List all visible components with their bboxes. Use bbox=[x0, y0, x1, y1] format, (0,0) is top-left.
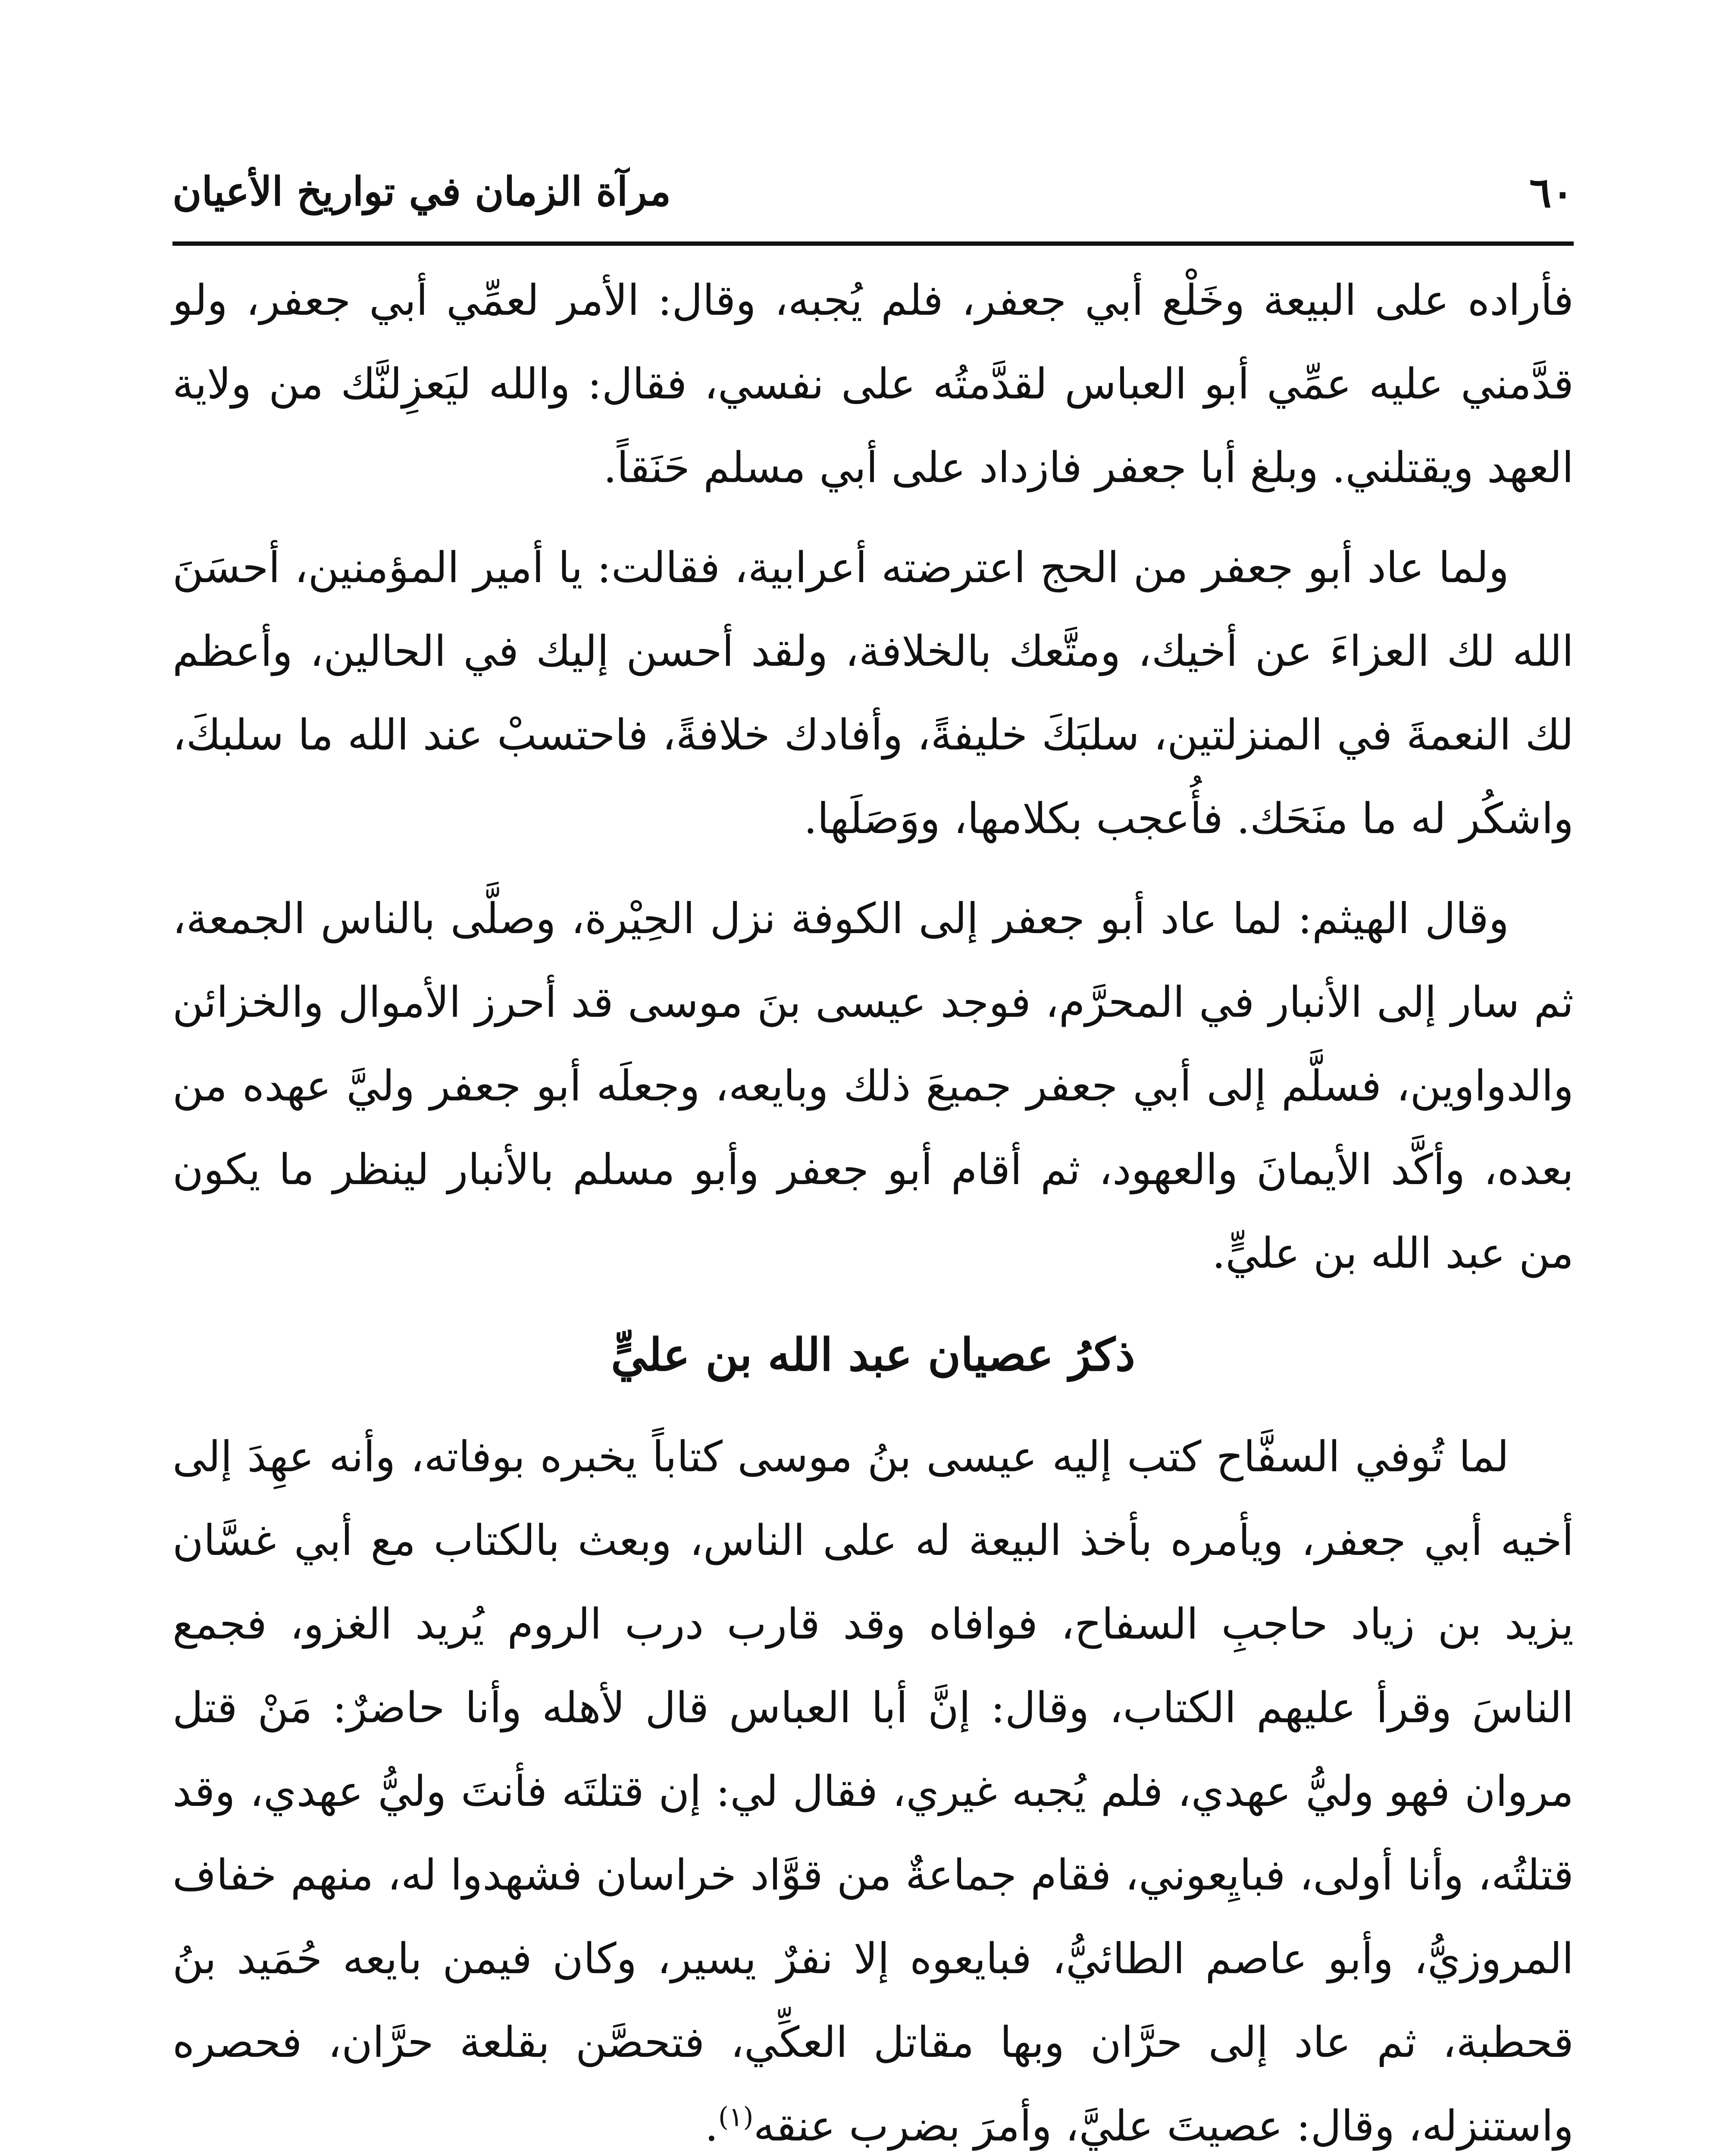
page-number: ٦٠ bbox=[1529, 168, 1574, 217]
paragraph-4-end: . bbox=[705, 2102, 718, 2151]
paragraph-1: فأراده على البيعة وخَلْع أبي جعفر، فلم يُجبه، وقال: الأمر لعمِّي أبي جعفر، ولو قدَّمني عليه عمِّي أبو العباس لقدَّمتُه على نفسي، فقال: والله ليَعزِلنَّك من ولاية العهد ويقتلني. وبلغ أبا جعفر فازداد على أبي مسلم حَنَقاً. bbox=[172, 276, 1574, 492]
running-title: مرآة الزمان في تواريخ الأعيان bbox=[172, 168, 671, 215]
paragraph-4 bbox=[172, 1415, 1574, 2156]
footnote-reference: (١) bbox=[718, 2101, 754, 2133]
header-rule bbox=[172, 241, 1574, 246]
page-header bbox=[172, 164, 1574, 237]
main-text bbox=[172, 259, 1574, 2156]
paragraph-2: ولما عاد أبو جعفر من الحج اعترضته أعرابية، فقالت: يا أمير المؤمنين، أحسَنَ الله لك العزاءَ عن أخيك، ومتَّعك بالخلافة، ولقد أحسن إليك في الحالين، وأعظم لك النعمةَ في المنزلتين، سلبَكَ خليفةً، وأفادك خلافةً، فاحتسبْ عند الله ما سلبكَ، واشكُر له ما منَحَك. فأُعجب بكلامها، ووَصَلَها. bbox=[172, 543, 1574, 843]
paragraph-4-text: لما تُوفي السفَّاح كتب إليه عيسى بنُ موسى كتاباً يخبره بوفاته، وأنه عهِدَ إلى أخيه أبي جعفر، ويأمره بأخذ البيعة له على الناس، وبعث بالكتاب مع أبي غسَّان يزيد بن زياد حاجبِ السفاح، فوافاه وقد قارب درب الروم يُريد الغزو، فجمع الناسَ وقرأ عليهم الكتاب، وقال: إنَّ أبا العباس قال لأهله وأنا حاضرٌ: مَنْ قتل مروان فهو وليُّ عهدي، فلم يُجبه غيري، فقال لي: إن قتلتَه فأنتَ وليُّ عهدي، وقد قتلتُه، وأنا أولى، فبايِعوني، فقام جماعةٌ من قوَّاد خراسان فشهدوا له، منهم خفاف المروزيُّ، وأبو عاصم الطائيُّ، فبايعوه إلا نفرٌ يسير، وكان فيمن بايعه حُمَيد بنُ قحطبة، ثم عاد إلى حرَّان وبها مقاتل العكِّي، فتحصَّن بقلعة حرَّان، فحصره واستنزله، وقال: عصيتَ عليَّ، وأمرَ بضرب عنقه bbox=[172, 1432, 1574, 2151]
paragraph-3: وقال الهيثم: لما عاد أبو جعفر إلى الكوفة نزل الحِيْرة، وصلَّى بالناس الجمعة، ثم سار إلى الأنبار في المحرَّم، فوجد عيسى بنَ موسى قد أحرز الأموال والخزائن والدواوين، فسلَّم إلى أبي جعفر جميعَ ذلك وبايعه، وجعلَه أبو جعفر وليَّ عهده من بعده، وأكَّد الأيمانَ والعهود، ثم أقام أبو جعفر وأبو مسلم بالأنبار لينظر ما يكون من عبد الله بن عليٍّ. bbox=[172, 894, 1574, 1278]
section-heading: ذكرُ عصيان عبد الله بن عليٍّ bbox=[611, 1328, 1135, 1381]
